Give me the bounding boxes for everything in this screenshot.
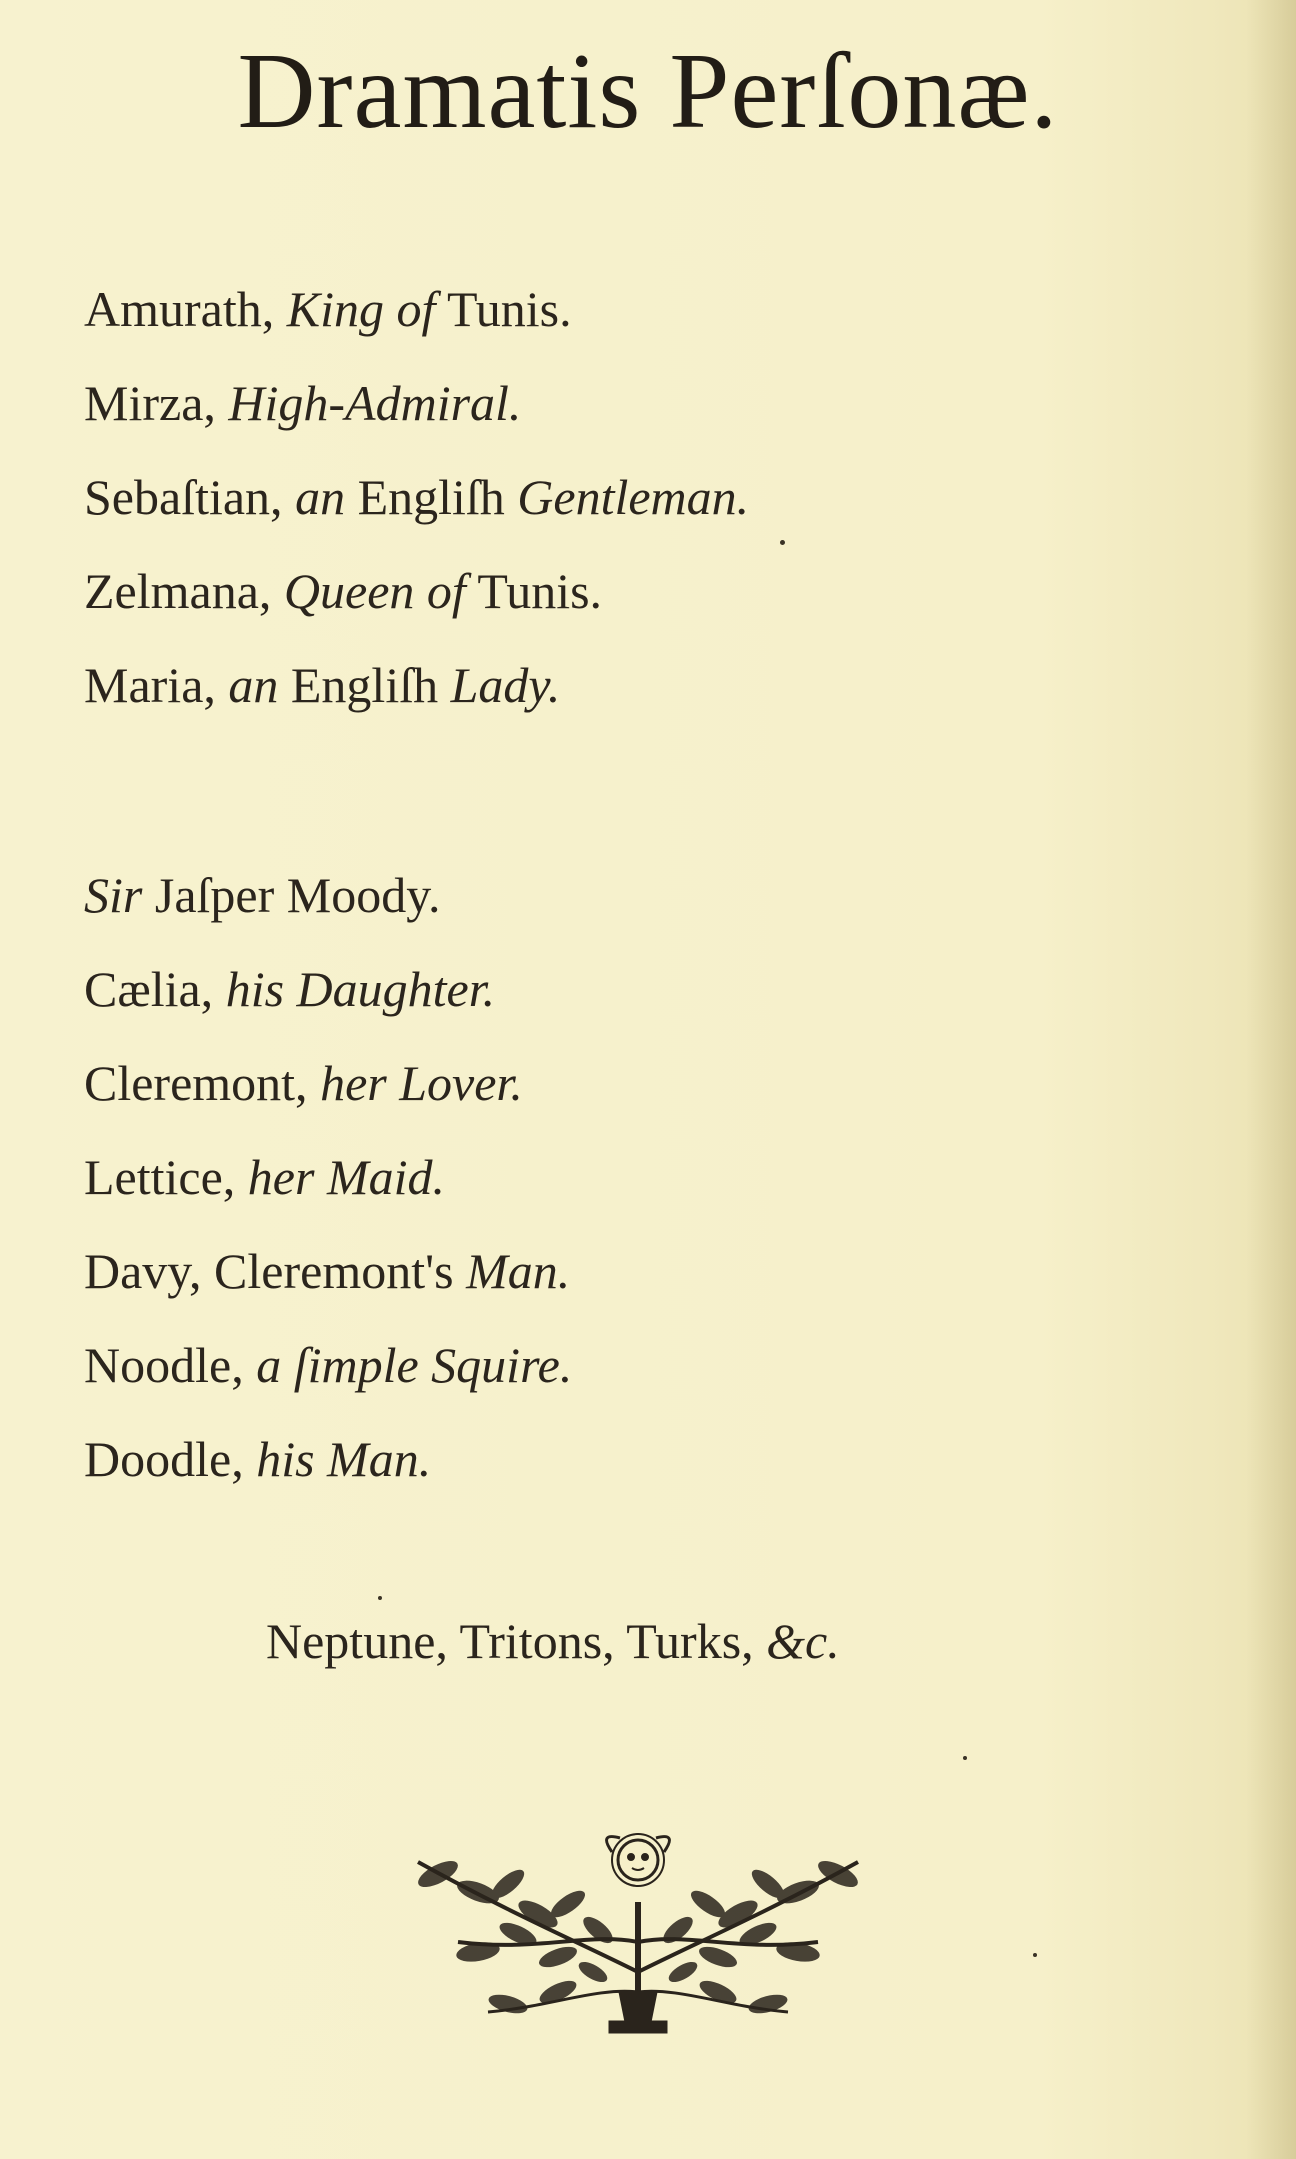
character-name: Doodle, bbox=[84, 1431, 244, 1487]
character-role: King of bbox=[286, 281, 436, 337]
character-nationality: Engliſh bbox=[290, 657, 439, 713]
character-nationality: Engliſh bbox=[357, 469, 505, 525]
character-name: Zelmana, bbox=[84, 563, 272, 619]
gutter-shadow bbox=[1246, 0, 1296, 2159]
cast-entry bbox=[84, 1224, 749, 1318]
character-role: a ſimple Squire. bbox=[256, 1337, 573, 1393]
character-place: Tunis. bbox=[446, 281, 572, 337]
character-name: Cælia, bbox=[84, 961, 214, 1017]
character-name: Jaſper Moody. bbox=[154, 867, 441, 923]
page-title: Dramatis Perſonæ. bbox=[237, 32, 1059, 151]
extras-etc: &c. bbox=[766, 1613, 840, 1669]
cast-entry bbox=[84, 638, 749, 732]
character-role: her Lover. bbox=[320, 1055, 523, 1111]
character-place: Tunis. bbox=[477, 563, 603, 619]
character-role: Man. bbox=[466, 1243, 571, 1299]
cast-entry bbox=[84, 1412, 749, 1506]
group-spacer bbox=[84, 732, 749, 848]
cast-entry bbox=[84, 848, 749, 942]
cast-entry bbox=[84, 544, 749, 638]
extras-line bbox=[266, 1612, 840, 1670]
character-role: his Man. bbox=[256, 1431, 432, 1487]
cast-entry bbox=[84, 356, 749, 450]
character-role: her Maid. bbox=[247, 1149, 445, 1205]
character-name: Mirza, bbox=[84, 375, 216, 431]
paper-speck bbox=[1033, 1953, 1037, 1957]
foliage-vignette-icon bbox=[398, 1822, 878, 2052]
character-name: Maria, bbox=[84, 657, 216, 713]
cast-list bbox=[84, 262, 749, 1506]
cast-entry bbox=[84, 450, 749, 544]
paper-speck bbox=[378, 1596, 382, 1600]
character-role: Queen of bbox=[283, 563, 466, 619]
character-role: an bbox=[295, 469, 346, 525]
character-title: Sir bbox=[84, 867, 143, 923]
cast-entry bbox=[84, 1036, 749, 1130]
cast-entry bbox=[84, 942, 749, 1036]
cast-entry bbox=[84, 1130, 749, 1224]
character-name: Davy, Cleremont's bbox=[84, 1243, 454, 1299]
character-name: Cleremont, bbox=[84, 1055, 308, 1111]
character-role: High-Admiral. bbox=[228, 375, 522, 431]
character-role: his Daughter. bbox=[225, 961, 496, 1017]
character-name: Sebaſtian, bbox=[84, 469, 283, 525]
paper-speck bbox=[963, 1756, 967, 1760]
character-role: Lady. bbox=[450, 657, 561, 713]
extras-text: Neptune, Tritons, Turks, bbox=[266, 1613, 754, 1669]
character-name: Lettice, bbox=[84, 1149, 236, 1205]
paper-speck bbox=[780, 540, 785, 545]
character-role: an bbox=[228, 657, 279, 713]
character-role: Gentleman. bbox=[517, 469, 750, 525]
character-name: Noodle, bbox=[84, 1337, 244, 1393]
cast-entry bbox=[84, 1318, 749, 1412]
cast-entry bbox=[84, 262, 749, 356]
character-name: Amurath, bbox=[84, 281, 275, 337]
